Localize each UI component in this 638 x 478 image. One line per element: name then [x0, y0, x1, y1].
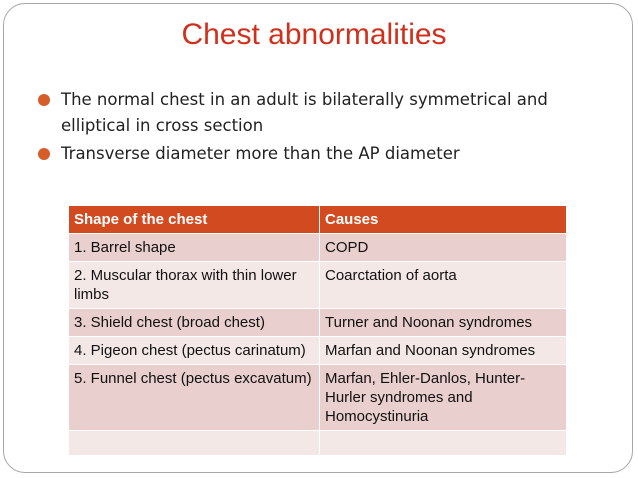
header-causes: Causes [320, 206, 567, 234]
header-shape: Shape of the chest [69, 206, 320, 234]
cell-cause: COPD [320, 234, 567, 262]
bullet-dot-icon [38, 94, 50, 106]
cell-empty [69, 431, 320, 456]
bullet-dot-icon [38, 148, 50, 160]
table-row [69, 337, 567, 365]
cell-shape: 3. Shield chest (broad chest) [69, 309, 320, 337]
cell-empty [320, 431, 567, 456]
cell-shape: 4. Pigeon chest (pectus carinatum) [69, 337, 320, 365]
table-row [69, 309, 567, 337]
bullet-item [42, 87, 602, 139]
slide-frame [3, 3, 633, 473]
cell-shape: 5. Funnel chest (pectus excavatum) [69, 365, 320, 431]
table-row [69, 365, 567, 431]
cell-shape: 2. Muscular thorax with thin lower limbs [69, 262, 320, 309]
bullet-list [42, 87, 602, 169]
cell-cause: Turner and Noonan syndromes [320, 309, 567, 337]
bullet-text: Transverse diameter more than the AP diameter [61, 144, 460, 163]
cell-cause: Marfan and Noonan syndromes [320, 337, 567, 365]
chest-shapes-table [68, 205, 567, 456]
table-header-row [69, 206, 567, 234]
slide-title: Chest abnormalities [181, 18, 447, 51]
table-row [69, 262, 567, 309]
cell-cause: Coarctation of aorta [320, 262, 567, 309]
table-row-empty [69, 431, 567, 456]
bullet-item [42, 141, 602, 167]
cell-shape: 1. Barrel shape [69, 234, 320, 262]
table-row [69, 234, 567, 262]
cell-cause: Marfan, Ehler-Danlos, Hunter-Hurler syndromes and Homocystinuria [320, 365, 567, 431]
bullet-text: The normal chest in an adult is bilaterally symmetrical and elliptical in cross section [61, 90, 548, 135]
